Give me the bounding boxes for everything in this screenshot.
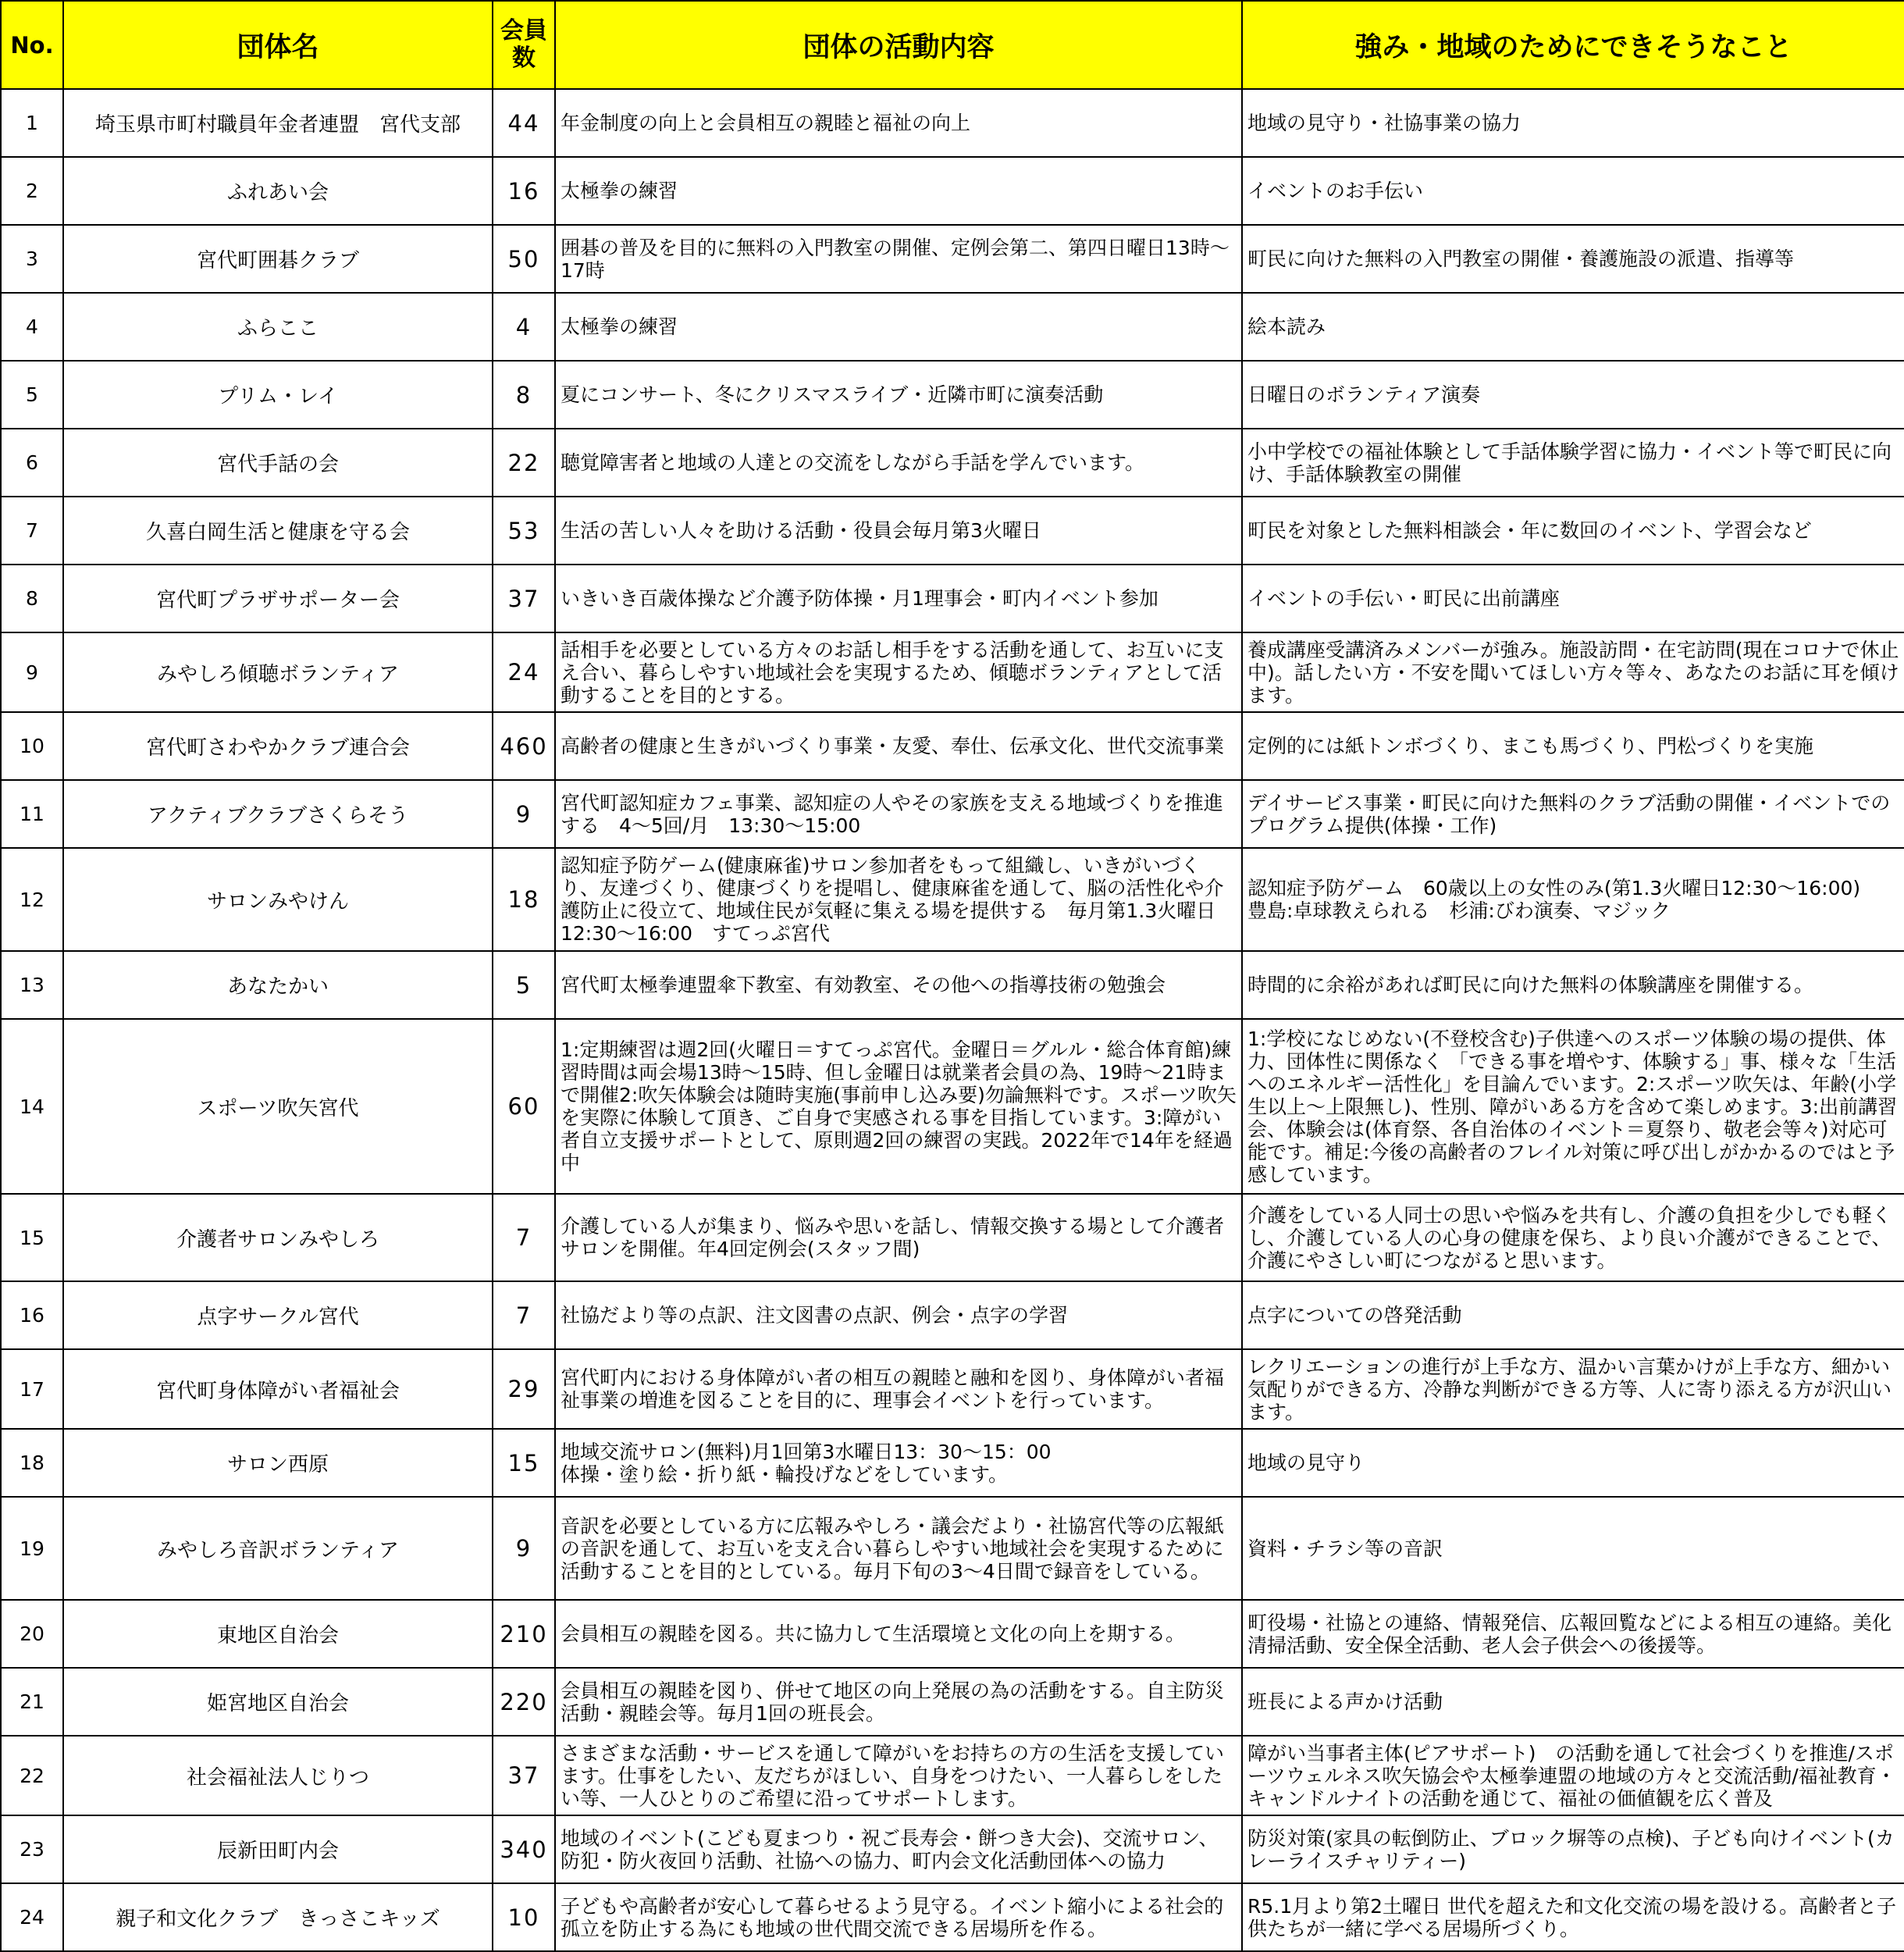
row-members: 16	[493, 157, 555, 225]
row-strength: 養成講座受講済みメンバーが強み。施設訪問・在宅訪問(現在コロナで休止中)。話したい方・不安を聞いてほしい方々等々、あなたのお話に耳を傾けます。	[1242, 632, 1904, 712]
row-no: 6	[1, 429, 63, 497]
row-activity: 会員相互の親睦を図る。共に協力して生活環境と文化の向上を期する。	[555, 1600, 1242, 1668]
row-name: 社会福祉法人じりつ	[63, 1736, 493, 1815]
row-name: スポーツ吹矢宮代	[63, 1019, 493, 1194]
table-row	[1, 1600, 1904, 1668]
row-activity: 生活の苦しい人々を助ける活動・役員会毎月第3火曜日	[555, 497, 1242, 565]
table-row	[1, 712, 1904, 780]
table-row	[1, 89, 1904, 157]
row-activity: 聴覚障害者と地域の人達との交流をしながら手話を学んでいます。	[555, 429, 1242, 497]
row-members: 24	[493, 632, 555, 712]
row-activity: 宮代町太極拳連盟傘下教室、有効教室、その他への指導技術の勉強会	[555, 951, 1242, 1019]
header-activity: 団体の活動内容	[555, 1, 1242, 89]
table-row	[1, 1736, 1904, 1815]
row-activity: 子どもや高齢者が安心して暮らせるよう見守る。イベント縮小による社会的孤立を防止する為にも地域の世代間交流できる居場所を作る。	[555, 1883, 1242, 1951]
row-strength: 資料・チラシ等の音訳	[1242, 1497, 1904, 1600]
row-strength: R5.1月より第2土曜日 世代を超えた和文化交流の場を設ける。高齢者と子供たちが一緒に学べる居場所づくり。	[1242, 1883, 1904, 1951]
row-strength: 絵本読み	[1242, 293, 1904, 361]
row-activity: 会員相互の親睦を図り、併せて地区の向上発展の為の活動をする。自主防災活動・親睦会等。毎月1回の班長会。	[555, 1668, 1242, 1736]
row-strength: イベントのお手伝い	[1242, 157, 1904, 225]
row-members: 7	[493, 1281, 555, 1349]
table-row	[1, 1497, 1904, 1600]
table-row	[1, 1815, 1904, 1883]
table-row	[1, 1429, 1904, 1497]
row-members: 210	[493, 1600, 555, 1668]
row-strength: 小中学校での福祉体験として手話体験学習に協力・イベント等で町民に向け、手話体験教室の開催	[1242, 429, 1904, 497]
row-no: 14	[1, 1019, 63, 1194]
table-row	[1, 1019, 1904, 1194]
row-strength: 地域の見守り・社協事業の協力	[1242, 89, 1904, 157]
row-activity: 音訳を必要としている方に広報みやしろ・議会だより・社協宮代等の広報紙の音訳を通して、お互いを支え合い暮らしやすい地域社会を実現するために活動することを目的としている。毎月下旬の3～4日間で録音をしている。	[555, 1497, 1242, 1600]
row-members: 18	[493, 848, 555, 951]
row-no: 8	[1, 565, 63, 632]
row-members: 4	[493, 293, 555, 361]
row-strength: デイサービス事業・町民に向けた無料のクラブ活動の開催・イベントでのプログラム提供(体操・工作)	[1242, 780, 1904, 848]
row-no: 24	[1, 1883, 63, 1951]
row-members: 9	[493, 1497, 555, 1600]
row-name: 東地区自治会	[63, 1600, 493, 1668]
row-no: 3	[1, 225, 63, 293]
table-row	[1, 293, 1904, 361]
row-name: 埼玉県市町村職員年金者連盟 宮代支部	[63, 89, 493, 157]
table-row	[1, 225, 1904, 293]
row-name: サロン西原	[63, 1429, 493, 1497]
row-no: 1	[1, 89, 63, 157]
table-row	[1, 632, 1904, 712]
row-name: みやしろ音訳ボランティア	[63, 1497, 493, 1600]
row-members: 37	[493, 565, 555, 632]
table-row	[1, 951, 1904, 1019]
header-strength: 強み・地域のためにできそうなこと	[1242, 1, 1904, 89]
row-members: 60	[493, 1019, 555, 1194]
row-no: 15	[1, 1194, 63, 1281]
header-members-line2: 数	[512, 44, 536, 72]
row-strength: 介護をしている人同士の思いや悩みを共有し、介護の負担を少しでも軽くし、介護している人の心身の健康を保ち、より良い介護ができることで、介護にやさしい町につながると思います。	[1242, 1194, 1904, 1281]
row-name: プリム・レイ	[63, 361, 493, 429]
row-members: 8	[493, 361, 555, 429]
row-strength: 点字についての啓発活動	[1242, 1281, 1904, 1349]
row-activity: 介護している人が集まり、悩みや思いを話し、情報交換する場として介護者サロンを開催。年4回定例会(スタッフ間)	[555, 1194, 1242, 1281]
row-no: 13	[1, 951, 63, 1019]
row-name: あなたかい	[63, 951, 493, 1019]
row-name: 宮代手話の会	[63, 429, 493, 497]
row-members: 15	[493, 1429, 555, 1497]
row-no: 4	[1, 293, 63, 361]
row-name: 点字サークル宮代	[63, 1281, 493, 1349]
row-strength: 地域の見守り	[1242, 1429, 1904, 1497]
table-row	[1, 780, 1904, 848]
row-strength: 時間的に余裕があれば町民に向けた無料の体験講座を開催する。	[1242, 951, 1904, 1019]
row-name: 介護者サロンみやしろ	[63, 1194, 493, 1281]
row-members: 37	[493, 1736, 555, 1815]
table-row	[1, 848, 1904, 951]
row-no: 21	[1, 1668, 63, 1736]
row-activity: 太極拳の練習	[555, 293, 1242, 361]
header-no: No.	[1, 1, 63, 89]
row-members: 9	[493, 780, 555, 848]
row-activity: 宮代町認知症カフェ事業、認知症の人やその家族を支える地域づくりを推進する 4～5回/月 13:30～15:00	[555, 780, 1242, 848]
row-no: 20	[1, 1600, 63, 1668]
row-activity: 話相手を必要としている方々のお話し相手をする活動を通して、お互いに支え合い、暮らしやすい地域社会を実現するため、傾聴ボランティアとして活動することを目的とする。	[555, 632, 1242, 712]
row-strength: 町民に向けた無料の入門教室の開催・養護施設の派遣、指導等	[1242, 225, 1904, 293]
row-strength: 認知症予防ゲーム 60歳以上の女性のみ(第1.3火曜日12:30～16:00) 豊島:卓球教えられる 杉浦:びわ演奏、マジック	[1242, 848, 1904, 951]
row-no: 9	[1, 632, 63, 712]
row-name: 宮代町さわやかクラブ連合会	[63, 712, 493, 780]
row-name: 親子和文化クラブ きっさこキッズ	[63, 1883, 493, 1951]
row-no: 19	[1, 1497, 63, 1600]
row-members: 460	[493, 712, 555, 780]
row-name: 姫宮地区自治会	[63, 1668, 493, 1736]
table-row	[1, 429, 1904, 497]
table-row	[1, 1349, 1904, 1429]
row-strength: 日曜日のボランティア演奏	[1242, 361, 1904, 429]
header-members	[493, 1, 555, 89]
table-row	[1, 497, 1904, 565]
row-name: 宮代町プラザサポーター会	[63, 565, 493, 632]
table-row	[1, 157, 1904, 225]
row-activity: 地域のイベント(こども夏まつり・祝ご長寿会・餅つき大会)、交流サロン、防犯・防火夜回り活動、社協への協力、町内会文化活動団体への協力	[555, 1815, 1242, 1883]
row-members: 53	[493, 497, 555, 565]
row-strength: 防災対策(家具の転倒防止、ブロック塀等の点検)、子ども向けイベント(カレーライスチャリティー)	[1242, 1815, 1904, 1883]
header-name: 団体名	[63, 1, 493, 89]
table-row	[1, 1194, 1904, 1281]
row-members: 50	[493, 225, 555, 293]
row-name: ふらここ	[63, 293, 493, 361]
row-no: 5	[1, 361, 63, 429]
header-row	[1, 1, 1904, 89]
row-activity: 社協だより等の点訳、注文図書の点訳、例会・点字の学習	[555, 1281, 1242, 1349]
row-name: 宮代町囲碁クラブ	[63, 225, 493, 293]
row-activity: 太極拳の練習	[555, 157, 1242, 225]
row-name: 辰新田町内会	[63, 1815, 493, 1883]
row-activity: 認知症予防ゲーム(健康麻雀)サロン参加者をもって組織し、いきがいづくり、友達づくり、健康づくりを提唱し、健康麻雀を通して、脳の活性化や介護防止に役立て、地域住民が気軽に集える場を提供する 毎月第1.3火曜日 12:30～16:00 すてっぷ宮代	[555, 848, 1242, 951]
row-members: 5	[493, 951, 555, 1019]
row-strength: イベントの手伝い・町民に出前講座	[1242, 565, 1904, 632]
row-activity: 地域交流サロン(無料)月1回第3水曜日13：30～15：00 体操・塗り絵・折り紙・輪投げなどをしています。	[555, 1429, 1242, 1497]
row-members: 22	[493, 429, 555, 497]
row-strength: 町役場・社協との連絡、情報発信、広報回覧などによる相互の連絡。美化清掃活動、安全保全活動、老人会子供会への後援等。	[1242, 1600, 1904, 1668]
row-strength: 障がい当事者主体(ピアサポート) の活動を通して社会づくりを推進/スポーツウェルネス吹矢協会や太極拳連盟の地域の方々と交流活動/福祉教育・キャンドルナイトの活動を通じて、福祉の価値観を広く普及	[1242, 1736, 1904, 1815]
row-no: 2	[1, 157, 63, 225]
table-row	[1, 1883, 1904, 1951]
row-no: 10	[1, 712, 63, 780]
row-no: 16	[1, 1281, 63, 1349]
row-activity: 夏にコンサート、冬にクリスマスライブ・近隣市町に演奏活動	[555, 361, 1242, 429]
row-strength: 町民を対象とした無料相談会・年に数回のイベント、学習会など	[1242, 497, 1904, 565]
table-row	[1, 361, 1904, 429]
table-row	[1, 565, 1904, 632]
row-no: 18	[1, 1429, 63, 1497]
row-members: 7	[493, 1194, 555, 1281]
row-members: 44	[493, 89, 555, 157]
row-members: 10	[493, 1883, 555, 1951]
row-no: 22	[1, 1736, 63, 1815]
row-activity: さまざまな活動・サービスを通して障がいをお持ちの方の生活を支援しています。仕事をしたい、友だちがほしい、自身をつけたい、一人暮らしをしたい等、一人ひとりのご希望に沿ってサポートします。	[555, 1736, 1242, 1815]
row-activity: 年金制度の向上と会員相互の親睦と福祉の向上	[555, 89, 1242, 157]
table-row	[1, 1281, 1904, 1349]
row-no: 17	[1, 1349, 63, 1429]
row-activity: いきいき百歳体操など介護予防体操・月1理事会・町内イベント参加	[555, 565, 1242, 632]
row-activity: 1:定期練習は週2回(火曜日＝すてっぷ宮代。金曜日＝グルル・総合体育館)練習時間は両会場13時～15時、但し金曜日は就業者会員の為、19時～21時まで開催2:吹矢体験会は随時実施(事前申し込み要)勿論無料です。スポーツ吹矢を実際に体験して頂き、ご自身で実感される事を目指しています。3:障がい者自立支援サポートとして、原則週2回の練習の実践。2022年で14年を経過中	[555, 1019, 1242, 1194]
row-members: 340	[493, 1815, 555, 1883]
row-no: 12	[1, 848, 63, 951]
row-members: 29	[493, 1349, 555, 1429]
row-activity: 高齢者の健康と生きがいづくり事業・友愛、奉仕、伝承文化、世代交流事業	[555, 712, 1242, 780]
row-name: 久喜白岡生活と健康を守る会	[63, 497, 493, 565]
row-no: 7	[1, 497, 63, 565]
header-members-line1: 会員	[500, 17, 547, 45]
row-no: 23	[1, 1815, 63, 1883]
row-name: 宮代町身体障がい者福祉会	[63, 1349, 493, 1429]
table-row	[1, 1668, 1904, 1736]
row-strength: 1:学校になじめない(不登校含む)子供達へのスポーツ体験の場の提供、体力、団体性に関係なく 「できる事を増やす、体験する」事、様々な「生活へのエネルギー活性化」を目論んでいます。2:スポーツ吹矢は、年齢(小学生以上～上限無し)、性別、障がいある方を含めて楽しめます。3:出前講習会、体験会は(体育祭、各自治体のイベント＝夏祭り、敬老会等々)対応可能です。補足:今後の高齢者のフレイル対策に呼び出しがかかるのではと予感しています。	[1242, 1019, 1904, 1194]
row-no: 11	[1, 780, 63, 848]
row-name: サロンみやけん	[63, 848, 493, 951]
row-strength: レクリエーションの進行が上手な方、温かい言葉かけが上手な方、細かい気配りができる方、冷静な判断ができる方等、人に寄り添える方が沢山います。	[1242, 1349, 1904, 1429]
row-strength: 定例的には紙トンボづくり、まこも馬づくり、門松づくりを実施	[1242, 712, 1904, 780]
row-strength: 班長による声かけ活動	[1242, 1668, 1904, 1736]
row-activity: 宮代町内における身体障がい者の相互の親睦と融和を図り、身体障がい者福祉事業の増進を図ることを目的に、理事会イベントを行っています。	[555, 1349, 1242, 1429]
row-name: みやしろ傾聴ボランティア	[63, 632, 493, 712]
row-name: ふれあい会	[63, 157, 493, 225]
row-name: アクティブクラブさくらそう	[63, 780, 493, 848]
row-activity: 囲碁の普及を目的に無料の入門教室の開催、定例会第二、第四日曜日13時～17時	[555, 225, 1242, 293]
row-members: 220	[493, 1668, 555, 1736]
